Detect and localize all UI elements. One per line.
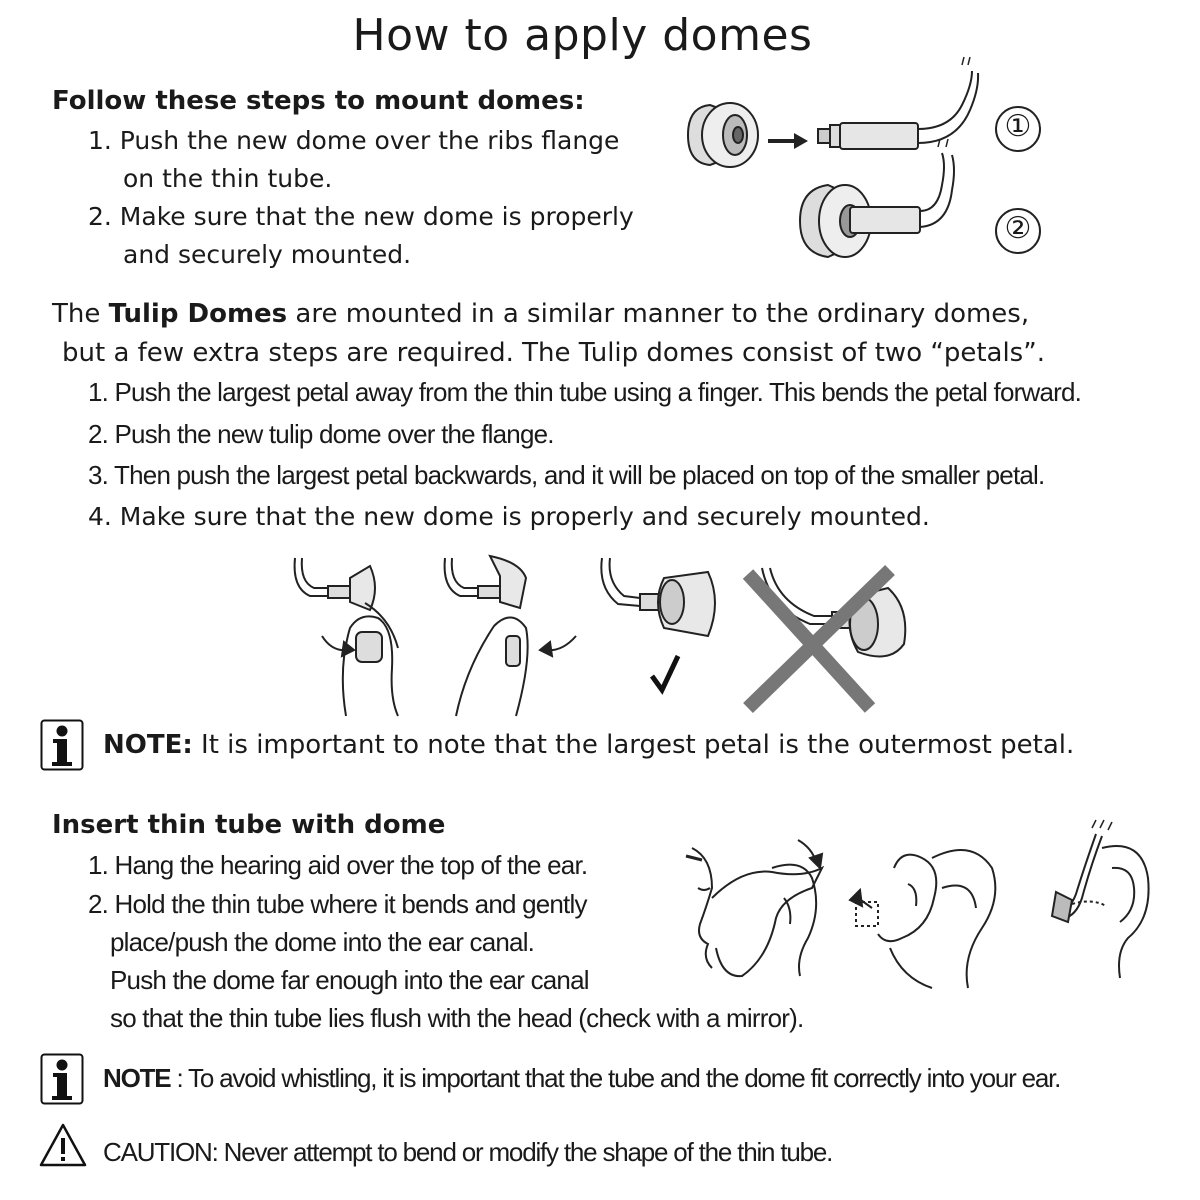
arrow-right-icon <box>768 133 808 149</box>
figure-label-1: ① <box>1004 109 1032 144</box>
figure-label-2: ② <box>1004 211 1032 246</box>
section2-line-4: Push the dome far enough into the ear canal <box>110 965 589 995</box>
note1: NOTE: It is important to note that the largest petal is the outermost petal. <box>103 730 1075 760</box>
section1-step1-line1: 1. Push the new dome over the ribs flange <box>88 126 620 155</box>
tulip-step-1: 1. Push the largest petal away from the thin tube using a finger. This bends the petal forward. <box>88 377 1082 407</box>
section1-step2-line2: and securely mounted. <box>123 240 412 269</box>
section2-line-3: place/push the dome into the ear canal. <box>110 927 535 957</box>
tulip-step-2: 2. Push the new tulip dome over the flange. <box>88 419 554 449</box>
section2-line-5: so that the thin tube lies flush with the head (check with a mirror). <box>110 1003 804 1033</box>
note1-label: NOTE <box>103 730 183 760</box>
info-icon <box>40 1053 84 1105</box>
tulip-intro-line1: The Tulip Domes are mounted in a similar manner to the ordinary domes, <box>52 299 1030 329</box>
section1-heading: Follow these steps to mount domes: <box>52 86 585 116</box>
tulip-intro-line2: but a few extra steps are required. The Tulip domes consist of two “petals”. <box>62 338 1045 368</box>
section2-line-1: 1. Hang the hearing aid over the top of the ear. <box>88 850 588 880</box>
note2-text: To avoid whistling, it is important that the tube and the dome fit correctly into your ear. <box>182 1063 1061 1093</box>
section2-line-2: 2. Hold the thin tube where it bends and gently <box>88 889 587 919</box>
caution-text: CAUTION: Never attempt to bend or modify the shape of the thin tube. <box>103 1137 833 1167</box>
tulip-step-3: 3. Then push the largest petal backwards, and it will be placed on top of the smaller petal. <box>88 460 1045 490</box>
info-icon <box>40 719 84 771</box>
note2-label: NOTE <box>103 1063 171 1093</box>
note1-text: It is important to note that the largest petal is the outermost petal. <box>192 730 1075 760</box>
tulip-dome-illustration <box>280 548 900 718</box>
section2-heading: Insert thin tube with dome <box>52 810 446 840</box>
warning-triangle-icon <box>38 1122 88 1168</box>
dome-mounting-illustration <box>680 65 1060 280</box>
tulip-step-4: 4. Make sure that the new dome is properly and securely mounted. <box>88 502 930 531</box>
ear-insertion-illustration <box>672 828 1172 998</box>
section1-step2-line1: 2. Make sure that the new dome is properly <box>88 202 634 231</box>
section1-step1-line2: on the thin tube. <box>123 164 333 193</box>
checkmark-icon <box>652 656 678 690</box>
page-title: How to apply domes <box>352 10 813 61</box>
tulip-domes-bold: Tulip Domes <box>108 299 288 329</box>
note2: NOTE : To avoid whistling, it is important that the tube and the dome fit correctly into your ear. <box>103 1063 1061 1093</box>
